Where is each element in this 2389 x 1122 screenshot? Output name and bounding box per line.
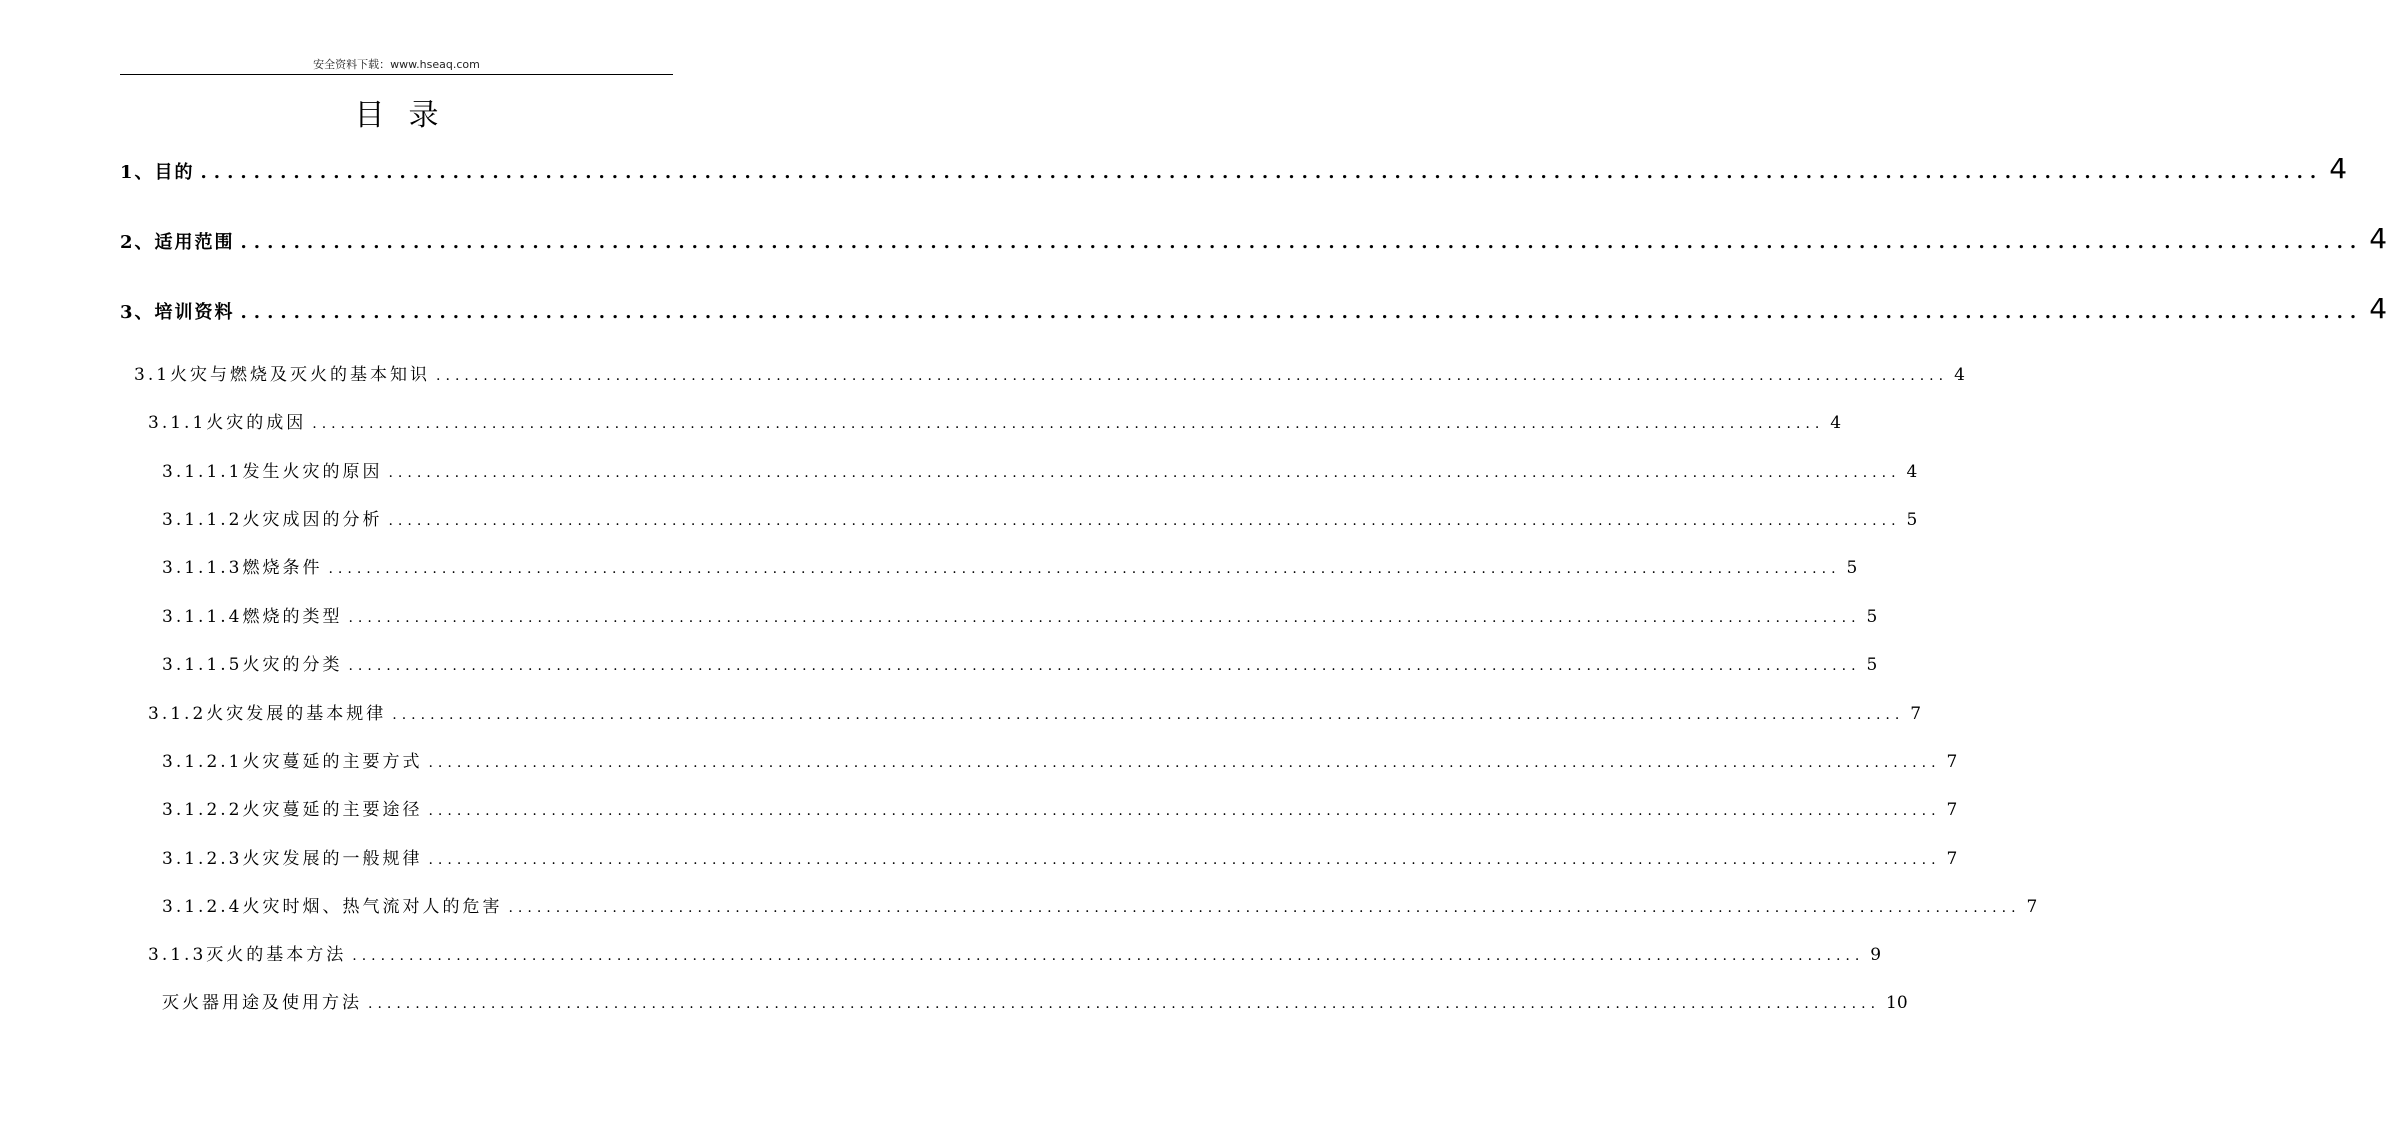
toc-page-number: 7 — [2026, 897, 2038, 917]
toc-entry-3-1-2[interactable] — [148, 699, 1922, 724]
toc-page-number: 5 — [1906, 510, 1918, 530]
toc-entry-3-1-1-3[interactable] — [162, 553, 1858, 578]
toc-leader: ................................................................................................................................................................ — [428, 852, 1941, 868]
toc-entry-label: 3.1.1.1发生火灾的原因 — [162, 462, 383, 482]
toc-page-number: 4 — [2329, 152, 2350, 185]
toc-entry-label: 3.1.2火灾发展的基本规律 — [148, 704, 387, 724]
toc-entry-3-1-2-4[interactable] — [162, 892, 2038, 917]
toc-entry-3-1-2-1[interactable] — [162, 747, 1958, 772]
toc-entry-label: 3.1火灾与燃烧及灭火的基本知识 — [134, 365, 431, 385]
toc-leader: ................................................................................................................................................................ — [200, 162, 2324, 183]
toc-page-number: 4 — [1954, 365, 1965, 385]
toc-leader: ................................................................................................................................................................ — [348, 658, 1861, 674]
toc-entry-3-1-3[interactable] — [148, 940, 1882, 965]
toc-leader: ................................................................................................................................................................ — [328, 561, 1841, 577]
toc-leader: ................................................................................................................................................................ — [392, 707, 1905, 723]
toc-entry-label: 3.1.1火灾的成因 — [148, 413, 307, 433]
toc-entry-label: 2、适用范围 — [120, 232, 235, 253]
toc-entry-training[interactable] — [120, 292, 2389, 325]
toc-entry-3-1-1-2[interactable] — [162, 505, 1918, 530]
toc-page-number: 4 — [1830, 413, 1842, 433]
toc-leader: ................................................................................................................................................................ — [428, 755, 1941, 771]
toc-entry-label: 3.1.1.3燃烧条件 — [162, 558, 323, 578]
page-header: 安全资料下载：www.hseaq.com — [313, 58, 480, 71]
toc-entry-3-1-2-3[interactable] — [162, 844, 1958, 869]
toc-page-number: 5 — [1846, 558, 1858, 578]
toc-entry-3-1-1[interactable] — [148, 408, 1842, 433]
toc-entry-3-1-2-2[interactable] — [162, 795, 1958, 820]
toc-page-number: 7 — [1946, 800, 1958, 820]
toc-leader: ................................................................................................................................................................ — [240, 232, 2364, 253]
toc-entry-label: 灭火器用途及使用方法 — [162, 993, 362, 1013]
toc-leader: ................................................................................................................................................................ — [428, 803, 1941, 819]
toc-page-number: 4 — [2369, 292, 2389, 325]
toc-entry-label: 1、目的 — [120, 162, 195, 183]
toc-leader: ................................................................................................................................................................ — [436, 368, 1949, 384]
toc-entry-label: 3.1.1.2火灾成因的分析 — [162, 510, 383, 530]
toc-page-number: 4 — [2369, 222, 2389, 255]
toc-leader: ................................................................................................................................................................ — [388, 513, 1901, 529]
toc-entry-3-1-1-4[interactable] — [162, 602, 1878, 627]
toc-page-number: 7 — [1946, 849, 1958, 869]
toc-page-number: 10 — [1886, 993, 1908, 1013]
toc-entry-label: 3.1.2.1火灾蔓延的主要方式 — [162, 752, 423, 772]
toc-entry-3-1[interactable] — [134, 360, 1965, 385]
toc-entry-3-1-1-5[interactable] — [162, 650, 1878, 675]
toc-page-number: 7 — [1946, 752, 1958, 772]
toc-entry-label: 3.1.2.3火灾发展的一般规律 — [162, 849, 423, 869]
toc-leader: ................................................................................................................................................................ — [348, 610, 1861, 626]
toc-entry-label: 3.1.3灭火的基本方法 — [148, 945, 347, 965]
toc-entry-purpose[interactable] — [120, 152, 2350, 185]
toc-page-number: 7 — [1910, 704, 1922, 724]
toc-page-number: 5 — [1866, 655, 1878, 675]
toc-entry-extinguisher[interactable] — [162, 988, 1908, 1013]
toc-leader: ................................................................................................................................................................ — [508, 900, 2021, 916]
toc-entry-label: 3、培训资料 — [120, 302, 235, 323]
toc-entry-scope[interactable] — [120, 222, 2389, 255]
header-rule — [120, 74, 673, 75]
toc-entry-label: 3.1.1.4燃烧的类型 — [162, 607, 343, 627]
toc-leader: ................................................................................................................................................................ — [388, 465, 1901, 481]
toc-entry-label: 3.1.2.2火灾蔓延的主要途径 — [162, 800, 423, 820]
toc-page-number: 4 — [1906, 462, 1918, 482]
toc-leader: ................................................................................................................................................................ — [240, 302, 2364, 323]
toc-page-number: 9 — [1870, 945, 1882, 965]
toc-title: 目录 — [354, 98, 463, 133]
toc-entry-label: 3.1.1.5火灾的分类 — [162, 655, 343, 675]
toc-entry-3-1-1-1[interactable] — [162, 457, 1918, 482]
toc-page-number: 5 — [1866, 607, 1878, 627]
toc-leader: ................................................................................................................................................................ — [352, 948, 1865, 964]
toc-entry-label: 3.1.2.4火灾时烟、热气流对人的危害 — [162, 897, 503, 917]
toc-leader: ................................................................................................................................................................ — [368, 996, 1881, 1012]
toc-leader: ................................................................................................................................................................ — [312, 416, 1825, 432]
